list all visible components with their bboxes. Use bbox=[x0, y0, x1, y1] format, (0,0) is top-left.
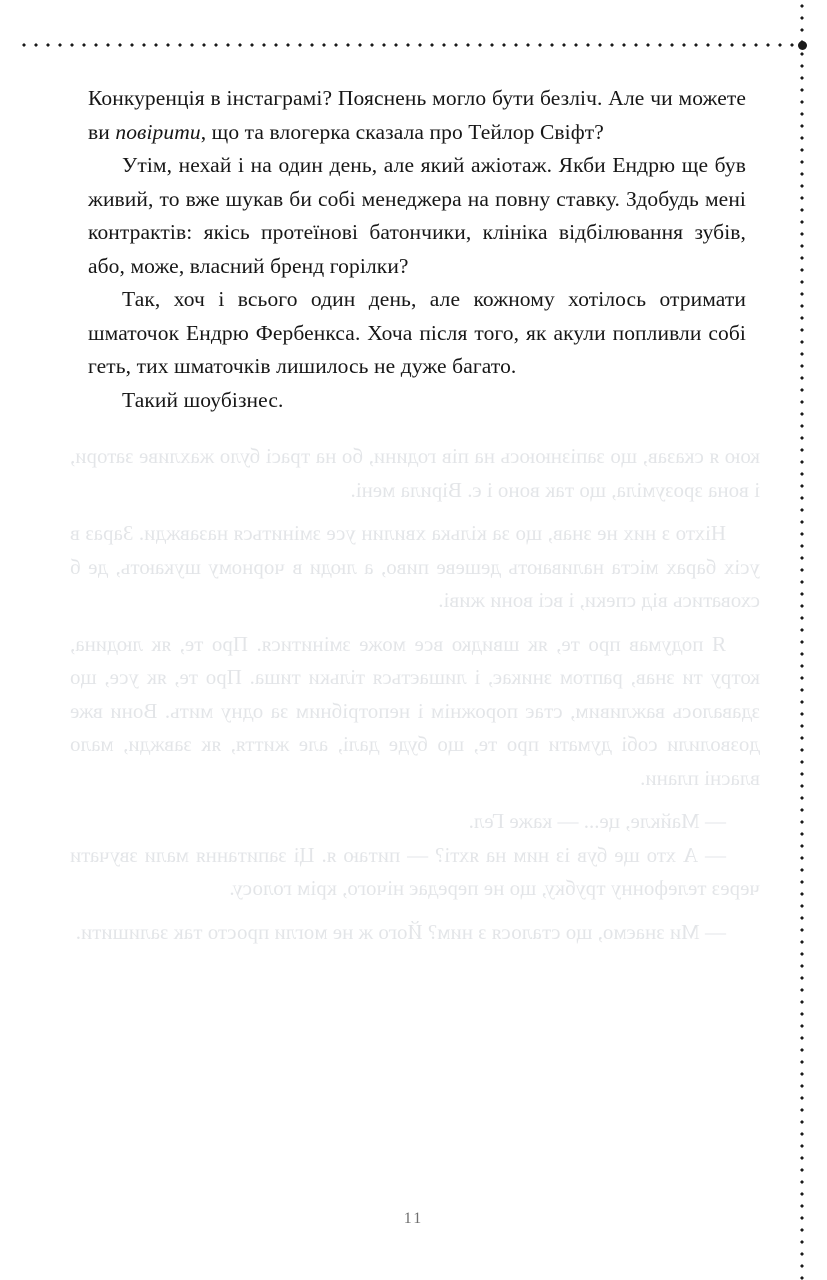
page-show-through bbox=[70, 440, 760, 949]
paragraph: Так, хоч і всього один день, але кожному хотілось отримати шматочок Ендрю Фербенкса. Хоча після того, як акули попливли собі геть, тих шматочків лишилось не дуже багато. bbox=[88, 287, 746, 378]
body-text-column bbox=[88, 82, 746, 417]
dotted-border-right bbox=[799, 0, 805, 1280]
show-through-line: Я подумав про те, як швидко все може змінитися. Про те, як людина, котру ти знав, раптом зникає, і лишається тільки тиша. Про те, як усе, що здавалось важливим, стає порожнім і непотрібним за одну мить. Вони вже дозволили собі думати про те, що буде далі, але життя, як завжди, мало власні плани. bbox=[70, 631, 760, 790]
paragraph: Утім, нехай і на один день, але який ажіотаж. Якби Ендрю ще був живий, то вже шукав би собі менеджера на повну ставку. Здобудь мені контрактів: якісь протеїнові батончики, клініка відбілювання зубів, або, може, власний бренд горілки? bbox=[88, 153, 746, 278]
show-through-line: Ніхто з них не знав, що за кілька хвилин усе зміниться назавжди. Зараз в усіх барах міста наливають дешеве пиво, а люди в чорному шукають, де б сховатись від спеки, і всі вони живі. bbox=[70, 521, 760, 612]
paragraph-text-italic: повірити bbox=[115, 119, 201, 144]
show-through-line: — Ми знаємо, що сталося з ним? Його ж не могли просто так залишити. bbox=[75, 919, 726, 944]
paragraph-text-before-italic: Конкуренція в інстаграмі? Пояснень могло бути безліч. Але чи можете ви bbox=[88, 86, 746, 144]
paragraph bbox=[88, 82, 746, 149]
show-through-line: кою я сказав, що запізнююсь на пів години, бо на трасі було жахливе затори, і вона зрозуміла, що так воно і є. Вірила мені. bbox=[70, 444, 760, 502]
show-through-line: — А хто ще був із ним на яхті? — питаю я. Ці запитання мали звучати через телефонну трубку, що не передає нічого, крім голосу. bbox=[70, 842, 760, 900]
page-number: 11 bbox=[403, 1210, 424, 1227]
dotted-border-top bbox=[18, 42, 809, 48]
paragraph: Такий шоубізнес. bbox=[122, 387, 284, 412]
corner-dot-marker bbox=[798, 41, 807, 50]
paragraph-text-after-italic: , що та влогерка сказала про Тейлор Свіфт? bbox=[200, 119, 604, 144]
show-through-line: — Майкле, це... — каже Гел. bbox=[468, 809, 726, 833]
